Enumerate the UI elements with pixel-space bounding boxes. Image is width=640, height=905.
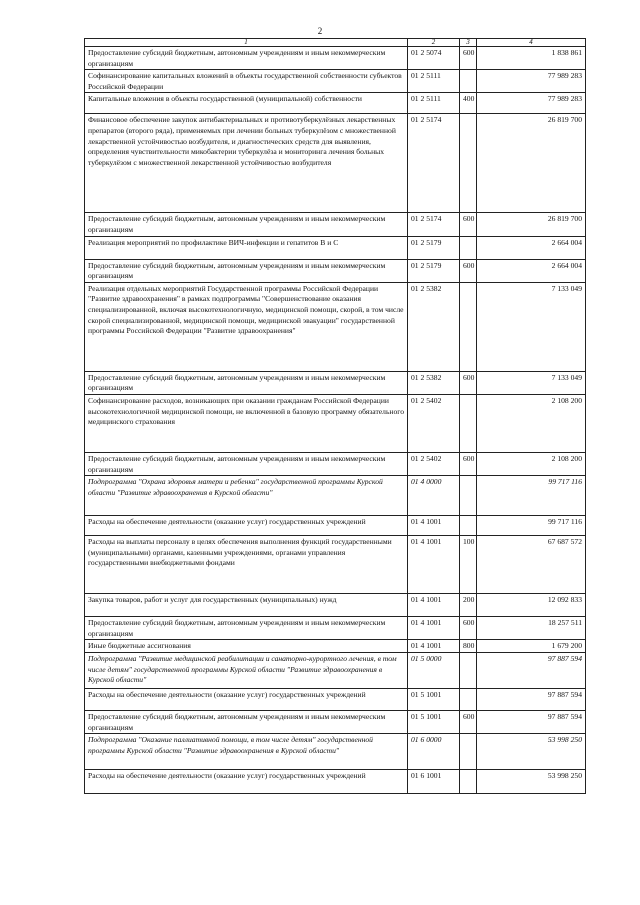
row-code-cell: 01 2 5179 — [408, 236, 460, 259]
row-name-cell: Предоставление субсидий бюджетным, автономным учреждениям и иным некоммерческим организациям — [85, 617, 408, 640]
row-sum-cell: 2 108 200 — [477, 394, 586, 452]
row-name-cell: Предоставление субсидий бюджетным, автономным учреждениям и иным некоммерческим организациям — [85, 452, 408, 475]
table-row — [85, 47, 586, 70]
row-name-cell: Подпрограмма "Охрана здоровья матери и ребенка" государственной программы Курской области "Развитие здравоохранения в Курской области" — [85, 476, 408, 516]
row-type-cell — [460, 476, 477, 516]
row-name-cell: Реализация отдельных мероприятий Государственной программы Российской Федерации "Развитие здравоохранения" в рамках подпрограммы "Совершенствование оказания специализированной, включая высокотехнологичную, медицинской помощи, скорой, в том числе скорой специализированной, медицинской помощи, медицинской эвакуации" государственной программы Российской Федерации "Развитие здравоохранения" — [85, 282, 408, 371]
row-sum-cell: 7 133 049 — [477, 371, 586, 394]
row-name-cell: Предоставление субсидий бюджетным, автономным учреждениям и иным некоммерческим организациям — [85, 47, 408, 70]
row-type-cell — [460, 688, 477, 710]
row-type-cell: 200 — [460, 594, 477, 617]
row-sum-cell: 1 679 200 — [477, 640, 586, 653]
table-row — [85, 93, 586, 114]
table-row — [85, 213, 586, 236]
row-type-cell: 600 — [460, 371, 477, 394]
row-code-cell: 01 5 1001 — [408, 710, 460, 733]
row-name-cell: Подпрограмма "Оказание паллиативной помощи, в том числе детям" государственной программы Курской области "Развитие здравоохранения в Курской области" — [85, 734, 408, 770]
row-code-cell: 01 4 1001 — [408, 516, 460, 536]
page-number: 2 — [317, 26, 323, 36]
row-type-cell — [460, 70, 477, 93]
table-row — [85, 516, 586, 536]
row-code-cell: 01 6 1001 — [408, 770, 460, 794]
row-sum-cell: 67 687 572 — [477, 536, 586, 594]
row-sum-cell: 77 989 283 — [477, 70, 586, 93]
row-code-cell: 01 4 1001 — [408, 536, 460, 594]
row-type-cell — [460, 114, 477, 213]
row-sum-cell: 1 838 861 — [477, 47, 586, 70]
row-name-cell: Предоставление субсидий бюджетным, автономным учреждениям и иным некоммерческим организациям — [85, 371, 408, 394]
row-sum-cell: 12 092 833 — [477, 594, 586, 617]
row-type-cell: 600 — [460, 452, 477, 475]
row-sum-cell: 99 717 116 — [477, 476, 586, 516]
row-name-cell: Софинансирование капитальных вложений в объекты государственной собственности субъектов Российской Федерации — [85, 70, 408, 93]
row-type-cell: 100 — [460, 536, 477, 594]
table-row — [85, 688, 586, 710]
row-name-cell: Реализация мероприятий по профилактике ВИЧ-инфекции и гепатитов В и С — [85, 236, 408, 259]
table-row — [85, 476, 586, 516]
row-code-cell: 01 6 0000 — [408, 734, 460, 770]
row-code-cell: 01 2 5402 — [408, 394, 460, 452]
row-sum-cell: 53 998 250 — [477, 734, 586, 770]
row-sum-cell: 97 887 594 — [477, 710, 586, 733]
row-name-cell: Капитальные вложения в объекты государственной (муниципальной) собственности — [85, 93, 408, 114]
budget-table — [84, 38, 586, 794]
row-name-cell: Предоставление субсидий бюджетным, автономным учреждениям и иным некоммерческим организациям — [85, 710, 408, 733]
row-type-cell — [460, 516, 477, 536]
row-type-cell: 600 — [460, 617, 477, 640]
row-sum-cell: 99 717 116 — [477, 516, 586, 536]
row-code-cell: 01 2 5174 — [408, 213, 460, 236]
row-code-cell: 01 4 1001 — [408, 640, 460, 653]
row-sum-cell: 53 998 250 — [477, 770, 586, 794]
row-code-cell: 01 4 0000 — [408, 476, 460, 516]
table-row — [85, 536, 586, 594]
row-name-cell: Расходы на выплаты персоналу в целях обеспечения выполнения функций государственными (муниципальными) органами, казенными учреждениями, органами управления государственными внебюджетными фондами — [85, 536, 408, 594]
table-row — [85, 770, 586, 794]
row-name-cell: Финансовое обеспечение закупок антибактериальных и противотуберкулёзных лекарственных препаратов (второго ряда), применяемых при лечении больных туберкулёзом с множественной лекарственной устойчивостью возбудителя, и диагностических средств для выявления, определения чувствительности микобактерии туберкулёза и мониторинга лечения больных туберкулёзом с множественной лекарственной устойчивостью возбудителя — [85, 114, 408, 213]
row-type-cell — [460, 282, 477, 371]
row-code-cell: 01 2 5402 — [408, 452, 460, 475]
table-row — [85, 652, 586, 688]
table-row — [85, 452, 586, 475]
row-name-cell: Расходы на обеспечение деятельности (оказание услуг) государственных учреждений — [85, 688, 408, 710]
row-code-cell: 01 4 1001 — [408, 617, 460, 640]
row-code-cell: 01 2 5179 — [408, 259, 460, 282]
row-name-cell: Подпрограмма "Развитие медицинской реабилитации и санаторно-курортного лечения, в том числе детям" государственной программы Курской области "Развитие здравоохранения в Курской области" — [85, 652, 408, 688]
table-header-row — [85, 39, 586, 47]
row-sum-cell: 26 819 700 — [477, 114, 586, 213]
row-code-cell: 01 5 1001 — [408, 688, 460, 710]
row-name-cell: Софинансирование расходов, возникающих при оказании гражданам Российской Федерации высокотехнологичной медицинской помощи, не включенной в базовую программу обязательного медицинского страхования — [85, 394, 408, 452]
table-row — [85, 114, 586, 213]
row-type-cell — [460, 770, 477, 794]
column-header-sum: 4 — [477, 39, 586, 47]
row-name-cell: Закупка товаров, работ и услуг для государственных (муниципальных) нужд — [85, 594, 408, 617]
row-sum-cell: 7 133 049 — [477, 282, 586, 371]
table-row — [85, 710, 586, 733]
row-code-cell: 01 5 0000 — [408, 652, 460, 688]
row-type-cell: 800 — [460, 640, 477, 653]
row-sum-cell: 97 887 594 — [477, 652, 586, 688]
row-name-cell: Предоставление субсидий бюджетным, автономным учреждениям и иным некоммерческим организациям — [85, 213, 408, 236]
row-type-cell: 400 — [460, 93, 477, 114]
row-name-cell: Расходы на обеспечение деятельности (оказание услуг) государственных учреждений — [85, 516, 408, 536]
column-header-type: 3 — [460, 39, 477, 47]
row-name-cell: Расходы на обеспечение деятельности (оказание услуг) государственных учреждений — [85, 770, 408, 794]
table-row — [85, 617, 586, 640]
row-code-cell: 01 2 5382 — [408, 371, 460, 394]
row-code-cell: 01 2 5074 — [408, 47, 460, 70]
row-code-cell: 01 2 5111 — [408, 70, 460, 93]
table-row — [85, 734, 586, 770]
row-code-cell: 01 4 1001 — [408, 594, 460, 617]
row-name-cell: Иные бюджетные ассигнования — [85, 640, 408, 653]
row-type-cell — [460, 236, 477, 259]
table-row — [85, 282, 586, 371]
column-header-code: 2 — [408, 39, 460, 47]
table-row — [85, 640, 586, 653]
row-sum-cell: 18 257 511 — [477, 617, 586, 640]
table-row — [85, 371, 586, 394]
table-row — [85, 259, 586, 282]
row-sum-cell: 2 664 004 — [477, 236, 586, 259]
row-sum-cell: 2 108 200 — [477, 452, 586, 475]
table-row — [85, 394, 586, 452]
row-code-cell: 01 2 5382 — [408, 282, 460, 371]
row-code-cell: 01 2 5174 — [408, 114, 460, 213]
row-type-cell: 600 — [460, 710, 477, 733]
row-sum-cell: 97 887 594 — [477, 688, 586, 710]
row-type-cell — [460, 652, 477, 688]
row-type-cell: 600 — [460, 213, 477, 236]
table-row — [85, 236, 586, 259]
row-code-cell: 01 2 5111 — [408, 93, 460, 114]
row-sum-cell: 2 664 004 — [477, 259, 586, 282]
table-row — [85, 70, 586, 93]
row-sum-cell: 77 989 283 — [477, 93, 586, 114]
row-type-cell: 600 — [460, 259, 477, 282]
row-sum-cell: 26 819 700 — [477, 213, 586, 236]
row-type-cell: 600 — [460, 47, 477, 70]
row-type-cell — [460, 734, 477, 770]
row-name-cell: Предоставление субсидий бюджетным, автономным учреждениям и иным некоммерческим организациям — [85, 259, 408, 282]
row-type-cell — [460, 394, 477, 452]
table-row — [85, 594, 586, 617]
column-header-name: 1 — [85, 39, 408, 47]
